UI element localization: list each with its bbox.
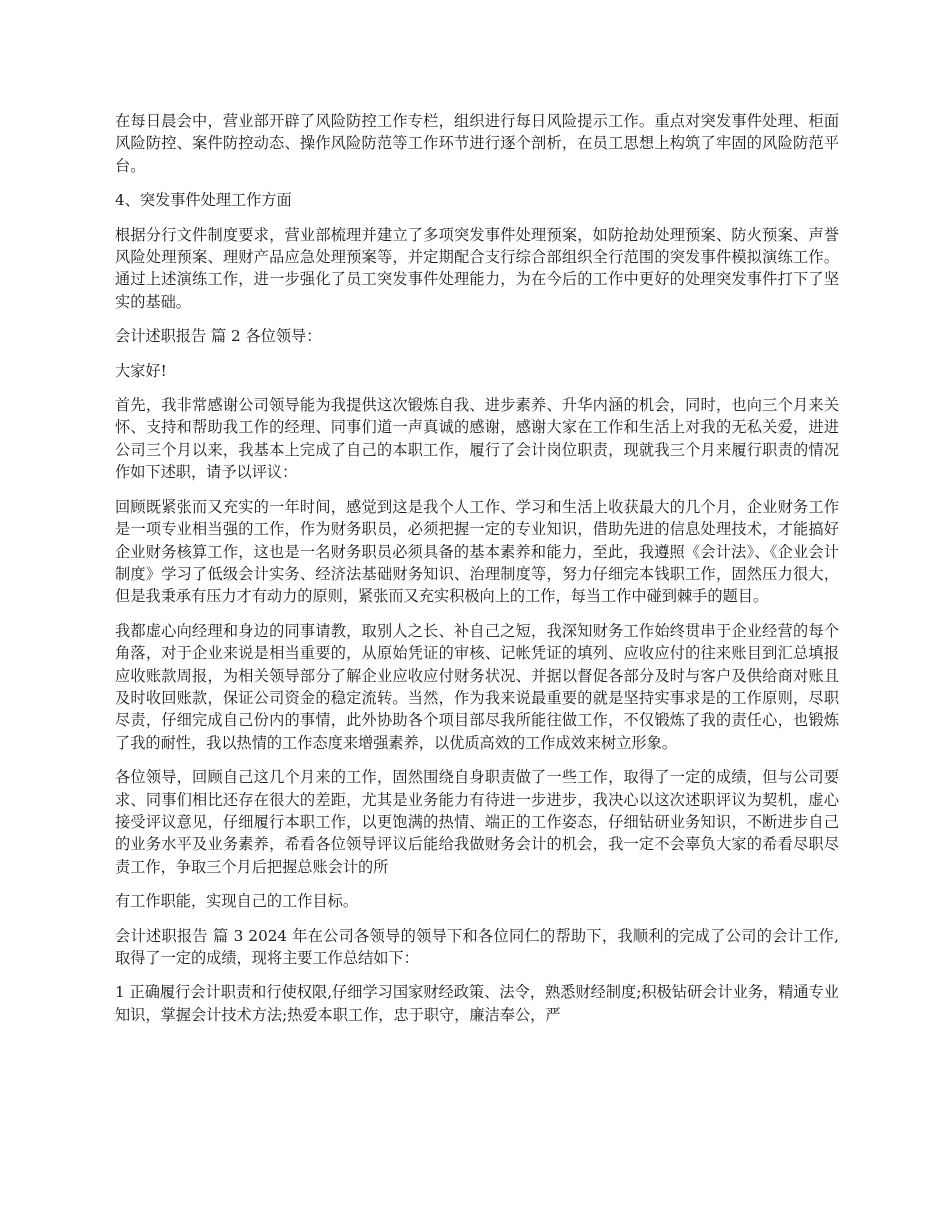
paragraph-learning: 我都虚心向经理和身边的同事请教，取别人之长、补自己之短，我深知财务工作始终贯串于企业经营的每个角落，对于企业来说是相当重要的，从原始凭证的审核、记帐凭证的填列、应收应付的往来账目到汇总填报应收账款周报，为相关领导部分了解企业应收应付财务状况、并据以督促各部分及时与客户及供给商对账且及时收回账款，保证公司资金的稳定流转。当然，作为我来说最重要的就是坚持实事求是的工作原则，尽职尽责，仔细完成自己份内的事情，此外协助各个项目部尽我所能往做工作，不仅锻炼了我的责任心，也锻炼了我的耐性，我以热情的工作态度来增强素养，以优质高效的工作成效来树立形象。 <box>115 621 839 752</box>
paragraph-emergency-plans: 根据分行文件制度要求，营业部梳理并建立了多项突发事件处理预案，如防抢劫处理预案、防火预案、声誉风险处理预案、理财产品应急处理预案等，并定期配合支行综合部组织全行范围的突发事件模拟演练工作。通过上述演练工作，进一步强化了员工突发事件处理能力，为在今后的工作中更好的处理突发事件打下了坚实的基础。 <box>115 225 839 311</box>
greeting: 大家好! <box>115 361 167 380</box>
paragraph-continuation: 有工作职能，实现自己的工作目标。 <box>115 892 358 911</box>
report-heading-2: 会计述职报告 篇 2 各位领导： <box>115 327 322 346</box>
report-heading-3: 会计述职报告 篇 3 2024 年在公司各领导的领导下和各位同仁的帮助下，我顺利的完成了公司的会计工作,取得了一定的成绩，现将主要工作总结如下： <box>115 926 839 967</box>
paragraph-conclusion: 各位领导，回顾自己这几个月来的工作，固然围绕自身职责做了一些工作，取得了一定的成绩，但与公司要求、同事们相比还存在很大的差距，尤其是业务能力有待进一步进步，我决心以这次述职评议为契机，虚心接受评议意见，仔细履行本职工作，以更饱满的热情、端正的工作姿态，仔细钻研业务知识，不断进步自己的业务水平及业务素养，希看各位领导评议后能给我做财务会计的机会，我一定不会辜负大家的希看尽职尽责工作，争取三个月后把握总账会计的所 <box>115 768 839 876</box>
section-heading-emergency: 4、突发事件处理工作方面 <box>115 191 292 210</box>
paragraph-review: 回顾既紧张而又充实的一年时间，感觉到这是我个人工作、学习和生活上收获最大的几个月，企业财务工作是一项专业相当强的工作，作为财务职员，必须把握一定的专业知识，借助先进的信息处理技术，才能搞好企业财务核算工作，这也是一名财务职员必须具备的基本素养和能力，至此，我遵照《会计法》、《企业会计制度》学习了低级会计实务、经济法基础财务知识、治理制度等，努力仔细完本钱职工作，固然压力很大，但是我秉承有压力才有动力的原则，紧张而又充实积极向上的工作，每当工作中碰到棘手的题目。 <box>115 497 839 606</box>
document-body <box>115 110 839 1038</box>
paragraph-risk-meeting: 在每日晨会中，营业部开辟了风险防控工作专栏，组织进行每日风险提示工作。重点对突发事件处理、柜面风险防控、案件防控动态、操作风险防范等工作环节进行逐个剖析，在员工思想上构筑了牢固的风险防范平台。 <box>115 112 839 175</box>
paragraph-duties: 1 正确履行会计职责和行使权限,仔细学习国家财经政策、法令，熟悉财经制度;积极钻研会计业务，精通专业知识，掌握会计技术方法;热爱本职工作，忠于职守，廉洁奉公，严 <box>115 983 839 1024</box>
paragraph-thanks: 首先，我非常感谢公司领导能为我提供这次锻炼自我、进步素养、升华内涵的机会，同时，也向三个月来关怀、支持和帮助我工作的经理、同事们道一声真诚的感谢，感谢大家在工作和生活上对我的无私关爱，进进公司三个月以来，我基本上完成了自己的本职工作，履行了会计岗位职责，现就我三个月来履行职责的情况作如下述职，请予以评议： <box>115 396 839 482</box>
